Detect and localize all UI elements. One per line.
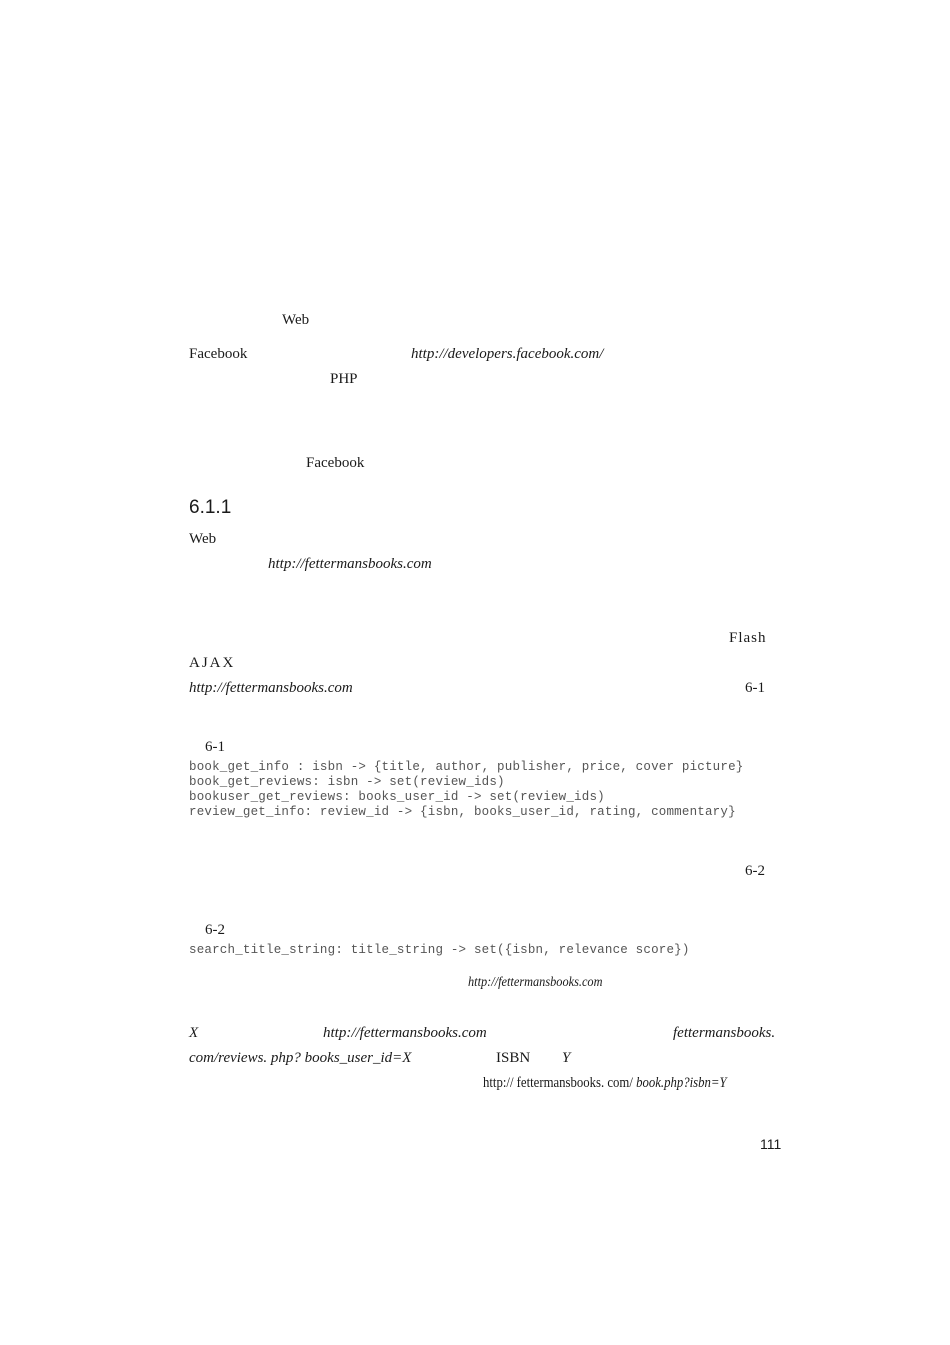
flash-text: Flash	[729, 630, 767, 646]
listing-label: 6-1	[205, 739, 225, 755]
facebook-text: Facebook	[189, 346, 248, 362]
code-listing	[189, 943, 690, 958]
fettermansbooks-domain: fettermansbooks.	[673, 1025, 776, 1041]
ajax-text: AJAX	[189, 655, 236, 671]
code-listing	[189, 760, 744, 820]
developers-url: http://developers.facebook.com/	[411, 346, 604, 362]
facebook-text: Facebook	[306, 455, 365, 471]
fettermansbooks-url: http://fettermansbooks.com	[468, 975, 603, 990]
reviews-path: com/reviews. php? books_user_id=X	[189, 1050, 412, 1066]
code-line: search_title_string: title_string -> set({isbn, relevance score})	[189, 943, 690, 957]
fettermansbooks-url: http://fettermansbooks.com	[323, 1025, 487, 1041]
listing-reference: 6-1	[745, 680, 765, 696]
web-text: Web	[282, 312, 310, 328]
section-heading: 6.1.1	[189, 497, 232, 518]
page-number: 111	[760, 1136, 782, 1152]
isbn-text: ISBN	[496, 1050, 531, 1066]
code-line: bookuser_get_reviews: books_user_id -> set(review_ids)	[189, 790, 605, 804]
php-text: PHP	[330, 371, 358, 387]
fettermansbooks-url: http://fettermansbooks.com	[268, 556, 432, 572]
fettermansbooks-url: http://fettermansbooks.com	[189, 680, 353, 696]
code-line: review_get_info: review_id -> {isbn, books_user_id, rating, commentary}	[189, 805, 736, 819]
variable-y: Y	[562, 1050, 571, 1066]
web-text: Web	[189, 531, 217, 547]
book-url-query: book.php?isbn=Y	[636, 1075, 727, 1091]
listing-label: 6-2	[205, 922, 225, 938]
listing-reference: 6-2	[745, 863, 765, 879]
code-line: book_get_info : isbn -> {title, author, publisher, price, cover picture}	[189, 760, 744, 774]
book-url	[483, 1074, 727, 1092]
variable-x: X	[189, 1025, 199, 1041]
code-line: book_get_reviews: isbn -> set(review_ids)	[189, 775, 505, 789]
book-url-plain: http:// fettermansbooks. com/	[483, 1075, 633, 1091]
